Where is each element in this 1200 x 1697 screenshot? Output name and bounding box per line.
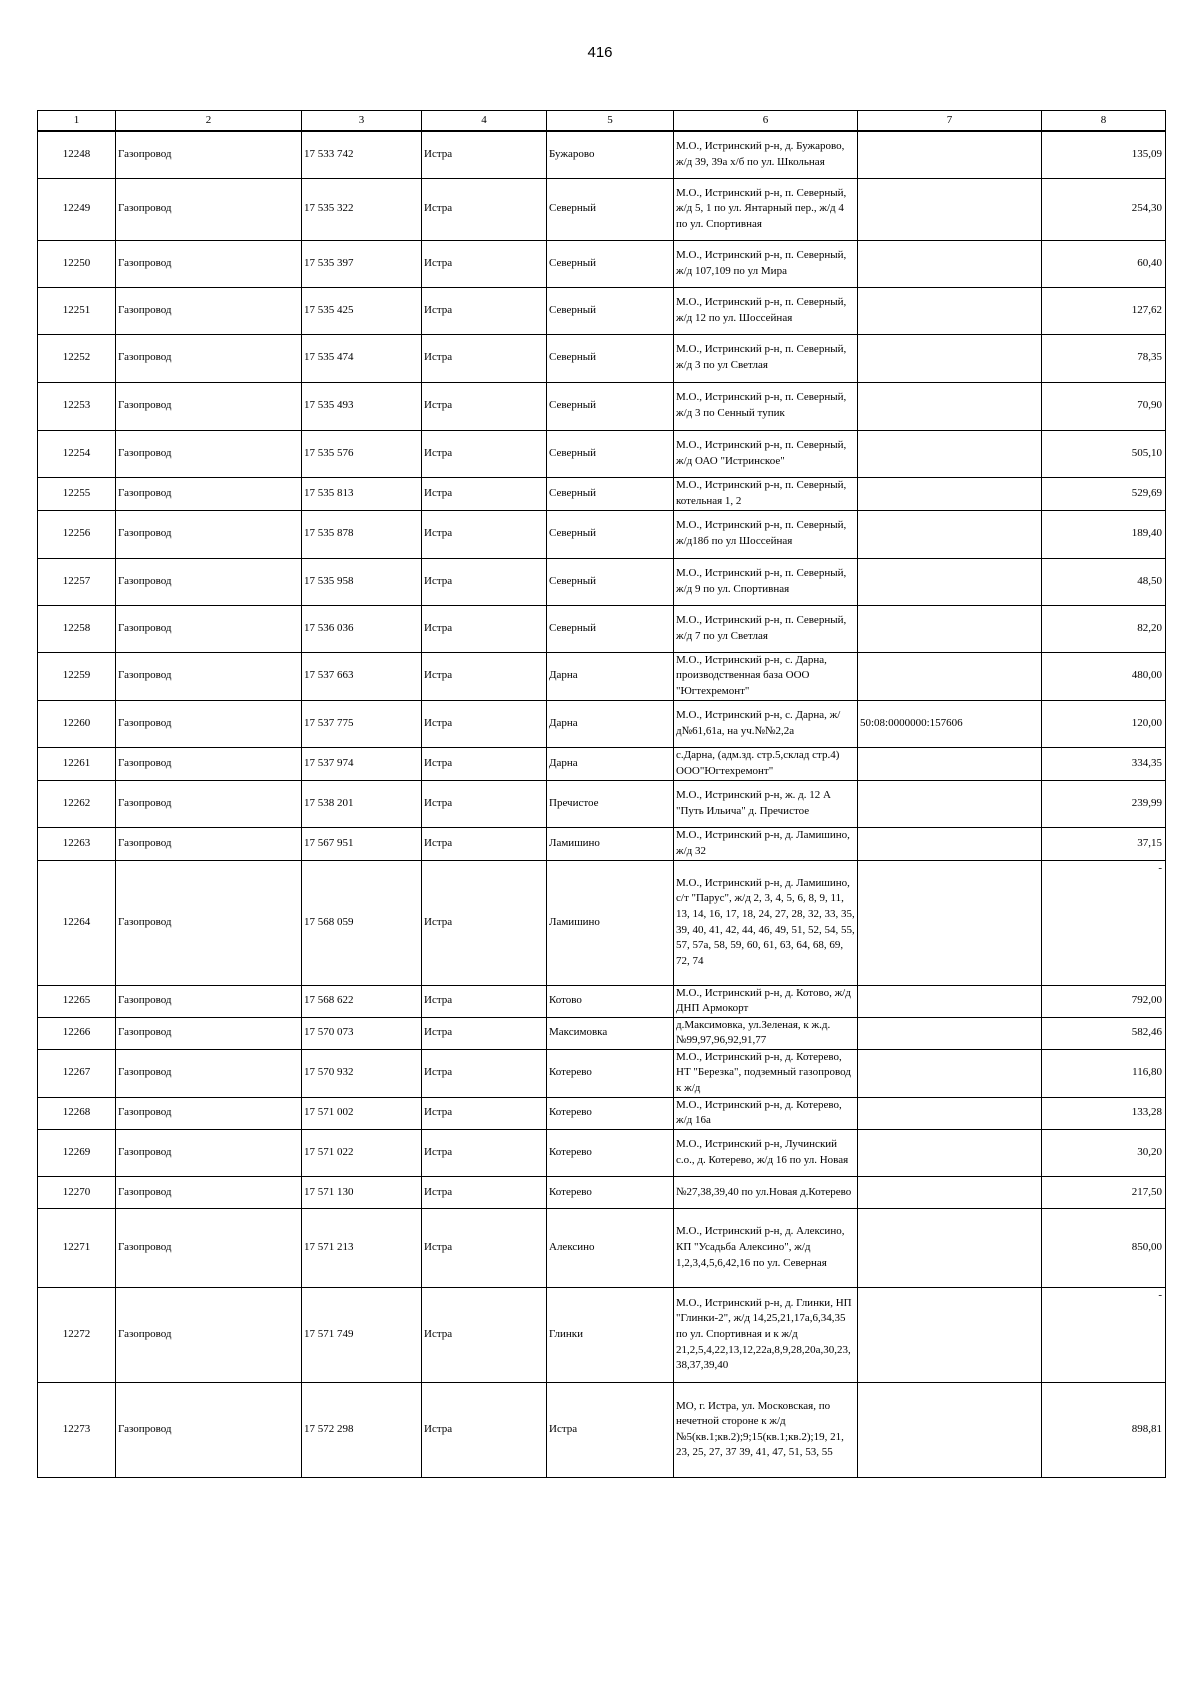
row-number-cell: 12270	[38, 1176, 116, 1208]
table-row	[38, 1287, 1166, 1382]
locality-cell: Северный	[547, 178, 674, 240]
value-cell: -	[1042, 1287, 1166, 1382]
value-cell: 217,50	[1042, 1176, 1166, 1208]
locality-cell: Котерево	[547, 1129, 674, 1176]
row-number-cell: 12255	[38, 477, 116, 510]
address-cell: М.О., Истринский р-н, п. Северный, ж/д 12 по ул. Шоссейная	[674, 287, 858, 334]
locality-cell: Котерево	[547, 1176, 674, 1208]
registry-table	[37, 110, 1166, 1478]
object-code-cell: 17 535 576	[302, 430, 422, 477]
object-type-cell: Газопровод	[116, 1287, 302, 1382]
cadastral-number-cell	[858, 510, 1042, 558]
column-header: 8	[1042, 111, 1166, 132]
row-number-cell: 12264	[38, 860, 116, 985]
table-row	[38, 1017, 1166, 1049]
cadastral-number-cell	[858, 652, 1042, 700]
value-cell: 60,40	[1042, 240, 1166, 287]
object-type-cell: Газопровод	[116, 860, 302, 985]
locality-cell: Ламишино	[547, 860, 674, 985]
locality-cell: Котерево	[547, 1097, 674, 1129]
cadastral-number-cell	[858, 780, 1042, 827]
value-cell: -	[1042, 860, 1166, 985]
object-code-cell: 17 535 322	[302, 178, 422, 240]
address-cell: М.О., Истринский р-н, д. Котерево, НТ "Березка", подземный газопровод к ж/д	[674, 1049, 858, 1097]
table-row	[38, 131, 1166, 178]
object-type-cell: Газопровод	[116, 287, 302, 334]
table-row	[38, 510, 1166, 558]
value-cell: 30,20	[1042, 1129, 1166, 1176]
object-type-cell: Газопровод	[116, 477, 302, 510]
table-row	[38, 1097, 1166, 1129]
address-cell: с.Дарна, (адм.зд. стр.5,склад стр.4) ООО"Югтехремонт"	[674, 747, 858, 780]
value-cell: 239,99	[1042, 780, 1166, 827]
district-cell: Истра	[422, 1049, 547, 1097]
district-cell: Истра	[422, 477, 547, 510]
value-cell: 850,00	[1042, 1208, 1166, 1287]
object-type-cell: Газопровод	[116, 1129, 302, 1176]
district-cell: Истра	[422, 334, 547, 382]
locality-cell: Северный	[547, 430, 674, 477]
row-number-cell: 12265	[38, 985, 116, 1017]
cadastral-number-cell	[858, 558, 1042, 605]
cadastral-number-cell	[858, 131, 1042, 178]
cadastral-number-cell	[858, 605, 1042, 652]
object-type-cell: Газопровод	[116, 334, 302, 382]
object-code-cell: 17 537 663	[302, 652, 422, 700]
district-cell: Истра	[422, 1129, 547, 1176]
locality-cell: Котово	[547, 985, 674, 1017]
object-code-cell: 17 571 002	[302, 1097, 422, 1129]
cadastral-number-cell	[858, 1176, 1042, 1208]
address-cell: №27,38,39,40 по ул.Новая д.Котерево	[674, 1176, 858, 1208]
value-cell: 48,50	[1042, 558, 1166, 605]
column-header: 6	[674, 111, 858, 132]
address-cell: М.О., Истринский р-н, п. Северный, ж/д 107,109 по ул Мира	[674, 240, 858, 287]
row-number-cell: 12272	[38, 1287, 116, 1382]
column-header: 7	[858, 111, 1042, 132]
locality-cell: Северный	[547, 287, 674, 334]
row-number-cell: 12266	[38, 1017, 116, 1049]
district-cell: Истра	[422, 747, 547, 780]
district-cell: Истра	[422, 1017, 547, 1049]
value-cell: 82,20	[1042, 605, 1166, 652]
district-cell: Истра	[422, 827, 547, 860]
locality-cell: Дарна	[547, 652, 674, 700]
object-type-cell: Газопровод	[116, 1049, 302, 1097]
table-row	[38, 827, 1166, 860]
value-cell: 37,15	[1042, 827, 1166, 860]
table-row	[38, 1382, 1166, 1477]
table-row	[38, 780, 1166, 827]
table-row	[38, 178, 1166, 240]
row-number-cell: 12253	[38, 382, 116, 430]
address-cell: МО, г. Истра, ул. Московская, по нечетной стороне к ж/д №5(кв.1;кв.2);9;15(кв.1;кв.2);19, 21, 23, 25, 27, 37 39, 41, 47, 51, 53, 55	[674, 1382, 858, 1477]
table-row	[38, 860, 1166, 985]
object-code-cell: 17 536 036	[302, 605, 422, 652]
row-number-cell: 12258	[38, 605, 116, 652]
object-type-cell: Газопровод	[116, 430, 302, 477]
table-row	[38, 605, 1166, 652]
address-cell: М.О., Истринский р-н, п. Северный, ж/д 7 по ул Светлая	[674, 605, 858, 652]
cadastral-number-cell	[858, 382, 1042, 430]
object-code-cell: 17 537 974	[302, 747, 422, 780]
object-code-cell: 17 572 298	[302, 1382, 422, 1477]
district-cell: Истра	[422, 652, 547, 700]
district-cell: Истра	[422, 985, 547, 1017]
table-row	[38, 652, 1166, 700]
cadastral-number-cell	[858, 1287, 1042, 1382]
district-cell: Истра	[422, 382, 547, 430]
locality-cell: Северный	[547, 558, 674, 605]
address-cell: М.О., Истринский р-н, д. Алексино, КП "Усадьба Алексино", ж/д 1,2,3,4,5,6,42,16 по ул. Северная	[674, 1208, 858, 1287]
object-code-cell: 17 538 201	[302, 780, 422, 827]
column-header: 3	[302, 111, 422, 132]
row-number-cell: 12256	[38, 510, 116, 558]
object-type-cell: Газопровод	[116, 605, 302, 652]
value-cell: 334,35	[1042, 747, 1166, 780]
object-code-cell: 17 570 932	[302, 1049, 422, 1097]
column-header: 1	[38, 111, 116, 132]
address-cell: М.О., Истринский р-н, п. Северный, ж/д 9 по ул. Спортивная	[674, 558, 858, 605]
address-cell: М.О., Истринский р-н, д. Ламишино, с/т "Парус", ж/д 2, 3, 4, 5, 6, 8, 9, 11, 13, 14, 16, 17, 18, 24, 27, 28, 32, 33, 35, 39, 40, 41, 42, 44, 46, 49, 51, 52, 54, 55, 57, 57а, 58, 59, 60, 61, 63, 64, 68, 69, 72, 74	[674, 860, 858, 985]
table-row	[38, 747, 1166, 780]
row-number-cell: 12262	[38, 780, 116, 827]
value-cell: 898,81	[1042, 1382, 1166, 1477]
locality-cell: Истра	[547, 1382, 674, 1477]
row-number-cell: 12250	[38, 240, 116, 287]
object-type-cell: Газопровод	[116, 1017, 302, 1049]
cadastral-number-cell	[858, 1017, 1042, 1049]
table-row	[38, 287, 1166, 334]
locality-cell: Алексино	[547, 1208, 674, 1287]
address-cell: М.О., Истринский р-н, с. Дарна, ж/д№61,61а, на уч.№№2,2а	[674, 700, 858, 747]
value-cell: 480,00	[1042, 652, 1166, 700]
district-cell: Истра	[422, 558, 547, 605]
district-cell: Истра	[422, 605, 547, 652]
column-header: 4	[422, 111, 547, 132]
cadastral-number-cell	[858, 477, 1042, 510]
district-cell: Истра	[422, 860, 547, 985]
cadastral-number-cell	[858, 1129, 1042, 1176]
locality-cell: Северный	[547, 382, 674, 430]
table-row	[38, 558, 1166, 605]
table-row	[38, 430, 1166, 477]
district-cell: Истра	[422, 510, 547, 558]
object-code-cell: 17 535 813	[302, 477, 422, 510]
address-cell: М.О., Истринский р-н, ж. д. 12 А "Путь Ильича" д. Пречистое	[674, 780, 858, 827]
row-number-cell: 12249	[38, 178, 116, 240]
cadastral-number-cell: 50:08:0000000:157606	[858, 700, 1042, 747]
table-row	[38, 382, 1166, 430]
cadastral-number-cell	[858, 747, 1042, 780]
address-cell: М.О., Истринский р-н, п. Северный, котельная 1, 2	[674, 477, 858, 510]
object-type-cell: Газопровод	[116, 985, 302, 1017]
row-number-cell: 12254	[38, 430, 116, 477]
district-cell: Истра	[422, 1097, 547, 1129]
value-cell: 505,10	[1042, 430, 1166, 477]
district-cell: Истра	[422, 287, 547, 334]
object-code-cell: 17 570 073	[302, 1017, 422, 1049]
object-type-cell: Газопровод	[116, 1097, 302, 1129]
table-row	[38, 334, 1166, 382]
district-cell: Истра	[422, 1382, 547, 1477]
row-number-cell: 12268	[38, 1097, 116, 1129]
address-cell: М.О., Истринский р-н, с. Дарна, производственная база ООО "Югтехремонт"	[674, 652, 858, 700]
table-row	[38, 1049, 1166, 1097]
object-type-cell: Газопровод	[116, 700, 302, 747]
object-type-cell: Газопровод	[116, 747, 302, 780]
cadastral-number-cell	[858, 287, 1042, 334]
object-code-cell: 17 535 474	[302, 334, 422, 382]
locality-cell: Ламишино	[547, 827, 674, 860]
object-code-cell: 17 535 493	[302, 382, 422, 430]
cadastral-number-cell	[858, 240, 1042, 287]
address-cell: М.О., Истринский р-н, п. Северный, ж/д ОАО "Истринское"	[674, 430, 858, 477]
row-number-cell: 12260	[38, 700, 116, 747]
address-cell: д.Максимовка, ул.Зеленая, к ж.д.№99,97,96,92,91,77	[674, 1017, 858, 1049]
address-cell: М.О., Истринский р-н, д. Бужарово, ж/д 39, 39а х/б по ул. Школьная	[674, 131, 858, 178]
cadastral-number-cell	[858, 1049, 1042, 1097]
locality-cell: Глинки	[547, 1287, 674, 1382]
district-cell: Истра	[422, 1208, 547, 1287]
address-cell: М.О., Истринский р-н, д. Ламишино, ж/д 32	[674, 827, 858, 860]
object-type-cell: Газопровод	[116, 240, 302, 287]
district-cell: Истра	[422, 1176, 547, 1208]
page-number: 416	[587, 44, 613, 61]
cadastral-number-cell	[858, 1208, 1042, 1287]
cadastral-number-cell	[858, 178, 1042, 240]
column-header: 2	[116, 111, 302, 132]
object-code-cell: 17 571 213	[302, 1208, 422, 1287]
locality-cell: Северный	[547, 334, 674, 382]
row-number-cell: 12269	[38, 1129, 116, 1176]
object-type-cell: Газопровод	[116, 780, 302, 827]
locality-cell: Бужарово	[547, 131, 674, 178]
cadastral-number-cell	[858, 985, 1042, 1017]
object-code-cell: 17 537 775	[302, 700, 422, 747]
object-code-cell: 17 535 425	[302, 287, 422, 334]
cadastral-number-cell	[858, 1097, 1042, 1129]
object-type-cell: Газопровод	[116, 558, 302, 605]
row-number-cell: 12248	[38, 131, 116, 178]
address-cell: М.О., Истринский р-н, Лучинский с.о., д. Котерево, ж/д 16 по ул. Новая	[674, 1129, 858, 1176]
table-row	[38, 1208, 1166, 1287]
value-cell: 127,62	[1042, 287, 1166, 334]
object-code-cell: 17 535 958	[302, 558, 422, 605]
address-cell: М.О., Истринский р-н, д. Глинки, НП "Глинки-2", ж/д 14,25,21,17а,6,34,35 по ул. Спортивная и к ж/д 21,2,5,4,22,13,12,22а,8,9,28,20а,30,23,38,37,39,40	[674, 1287, 858, 1382]
object-code-cell: 17 535 878	[302, 510, 422, 558]
locality-cell: Котерево	[547, 1049, 674, 1097]
object-type-cell: Газопровод	[116, 382, 302, 430]
address-cell: М.О., Истринский р-н, д. Котерево, ж/д 16а	[674, 1097, 858, 1129]
address-cell: М.О., Истринский р-н, д. Котово, ж/д ДНП Армокорт	[674, 985, 858, 1017]
object-type-cell: Газопровод	[116, 1208, 302, 1287]
value-cell: 133,28	[1042, 1097, 1166, 1129]
locality-cell: Северный	[547, 605, 674, 652]
table-row	[38, 700, 1166, 747]
object-type-cell: Газопровод	[116, 131, 302, 178]
district-cell: Истра	[422, 700, 547, 747]
object-type-cell: Газопровод	[116, 652, 302, 700]
cadastral-number-cell	[858, 1382, 1042, 1477]
district-cell: Истра	[422, 131, 547, 178]
table-row	[38, 240, 1166, 287]
table-row	[38, 477, 1166, 510]
value-cell: 189,40	[1042, 510, 1166, 558]
row-number-cell: 12252	[38, 334, 116, 382]
value-cell: 529,69	[1042, 477, 1166, 510]
locality-cell: Дарна	[547, 747, 674, 780]
object-code-cell: 17 568 059	[302, 860, 422, 985]
locality-cell: Максимовка	[547, 1017, 674, 1049]
table-row	[38, 1129, 1166, 1176]
address-cell: М.О., Истринский р-н, п. Северный, ж/д 3 по ул Светлая	[674, 334, 858, 382]
table-row	[38, 1176, 1166, 1208]
column-header: 5	[547, 111, 674, 132]
locality-cell: Дарна	[547, 700, 674, 747]
row-number-cell: 12263	[38, 827, 116, 860]
object-type-cell: Газопровод	[116, 1176, 302, 1208]
locality-cell: Северный	[547, 477, 674, 510]
object-type-cell: Газопровод	[116, 1382, 302, 1477]
object-code-cell: 17 567 951	[302, 827, 422, 860]
row-number-cell: 12267	[38, 1049, 116, 1097]
cadastral-number-cell	[858, 334, 1042, 382]
row-number-cell: 12259	[38, 652, 116, 700]
value-cell: 70,90	[1042, 382, 1166, 430]
district-cell: Истра	[422, 178, 547, 240]
cadastral-number-cell	[858, 860, 1042, 985]
object-code-cell: 17 533 742	[302, 131, 422, 178]
cadastral-number-cell	[858, 430, 1042, 477]
value-cell: 582,46	[1042, 1017, 1166, 1049]
object-type-cell: Газопровод	[116, 178, 302, 240]
object-code-cell: 17 535 397	[302, 240, 422, 287]
address-cell: М.О., Истринский р-н, п. Северный, ж/д 3 по Сенный тупик	[674, 382, 858, 430]
object-type-cell: Газопровод	[116, 827, 302, 860]
district-cell: Истра	[422, 240, 547, 287]
table-row	[38, 985, 1166, 1017]
row-number-cell: 12273	[38, 1382, 116, 1477]
object-code-cell: 17 568 622	[302, 985, 422, 1017]
locality-cell: Пречистое	[547, 780, 674, 827]
district-cell: Истра	[422, 1287, 547, 1382]
address-cell: М.О., Истринский р-н, п. Северный, ж/д18б по ул Шоссейная	[674, 510, 858, 558]
object-code-cell: 17 571 022	[302, 1129, 422, 1176]
row-number-cell: 12251	[38, 287, 116, 334]
value-cell: 120,00	[1042, 700, 1166, 747]
column-number-row	[38, 111, 1166, 132]
locality-cell: Северный	[547, 240, 674, 287]
value-cell: 135,09	[1042, 131, 1166, 178]
row-number-cell: 12257	[38, 558, 116, 605]
address-cell: М.О., Истринский р-н, п. Северный, ж/д 5, 1 по ул. Янтарный пер., ж/д 4 по ул. Спортивная	[674, 178, 858, 240]
value-cell: 78,35	[1042, 334, 1166, 382]
value-cell: 254,30	[1042, 178, 1166, 240]
cadastral-number-cell	[858, 827, 1042, 860]
object-type-cell: Газопровод	[116, 510, 302, 558]
district-cell: Истра	[422, 780, 547, 827]
value-cell: 116,80	[1042, 1049, 1166, 1097]
locality-cell: Северный	[547, 510, 674, 558]
row-number-cell: 12271	[38, 1208, 116, 1287]
object-code-cell: 17 571 130	[302, 1176, 422, 1208]
value-cell: 792,00	[1042, 985, 1166, 1017]
district-cell: Истра	[422, 430, 547, 477]
row-number-cell: 12261	[38, 747, 116, 780]
object-code-cell: 17 571 749	[302, 1287, 422, 1382]
